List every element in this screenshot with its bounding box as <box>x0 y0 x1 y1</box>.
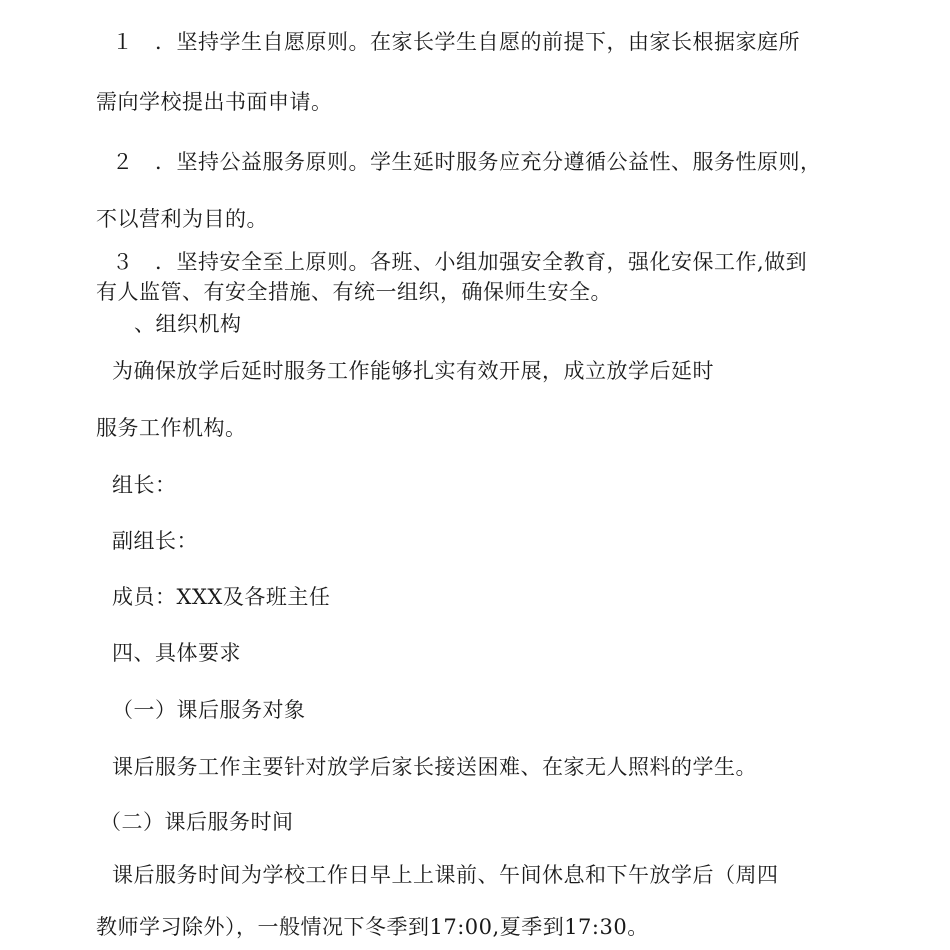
principle-1-line-1: １ ．坚持学生自愿原则。在家长学生自愿的前提下，由家长根据家庭所 <box>112 30 800 54</box>
subheading-service-target: （一）课后服务对象 <box>112 698 306 722</box>
team-members: 成员：XXX及各班主任 <box>112 585 331 609</box>
section-heading-requirements: 四、具体要求 <box>112 641 241 665</box>
principle-3-line-1: ３ ．坚持安全至上原则。各班、小组加强安全教育，强化安保工作,做到 <box>112 250 808 274</box>
deputy-team-leader: 副组长： <box>112 529 198 553</box>
subheading-service-time: （二）课后服务时间 <box>100 810 294 834</box>
organization-para-line-2: 服务工作机构。 <box>96 416 247 440</box>
team-leader: 组长： <box>112 473 177 497</box>
service-time-line-1: 课后服务时间为学校工作日早上上课前、午间休息和下午放学后（周四 <box>112 863 779 887</box>
principle-3-line-2: 有人监管、有安全措施、有统一组织，确保师生安全。 <box>96 280 612 304</box>
principle-2-line-2: 不以营利为目的。 <box>96 207 268 231</box>
service-time-line-2: 教师学习除外），一般情况下冬季到17:00,夏季到17:30。 <box>96 915 649 939</box>
organization-para-line-1: 为确保放学后延时服务工作能够扎实有效开展，成立放学后延时 <box>112 359 714 383</box>
principle-1-line-2: 需向学校提出书面申请。 <box>96 90 333 114</box>
service-target-text: 课后服务工作主要针对放学后家长接送困难、在家无人照料的学生。 <box>112 755 757 779</box>
principle-2-line-1: ２ ．坚持公益服务原则。学生延时服务应充分遵循公益性、服务性原则， <box>112 150 822 174</box>
section-heading-organization: 、组织机构 <box>134 312 242 336</box>
